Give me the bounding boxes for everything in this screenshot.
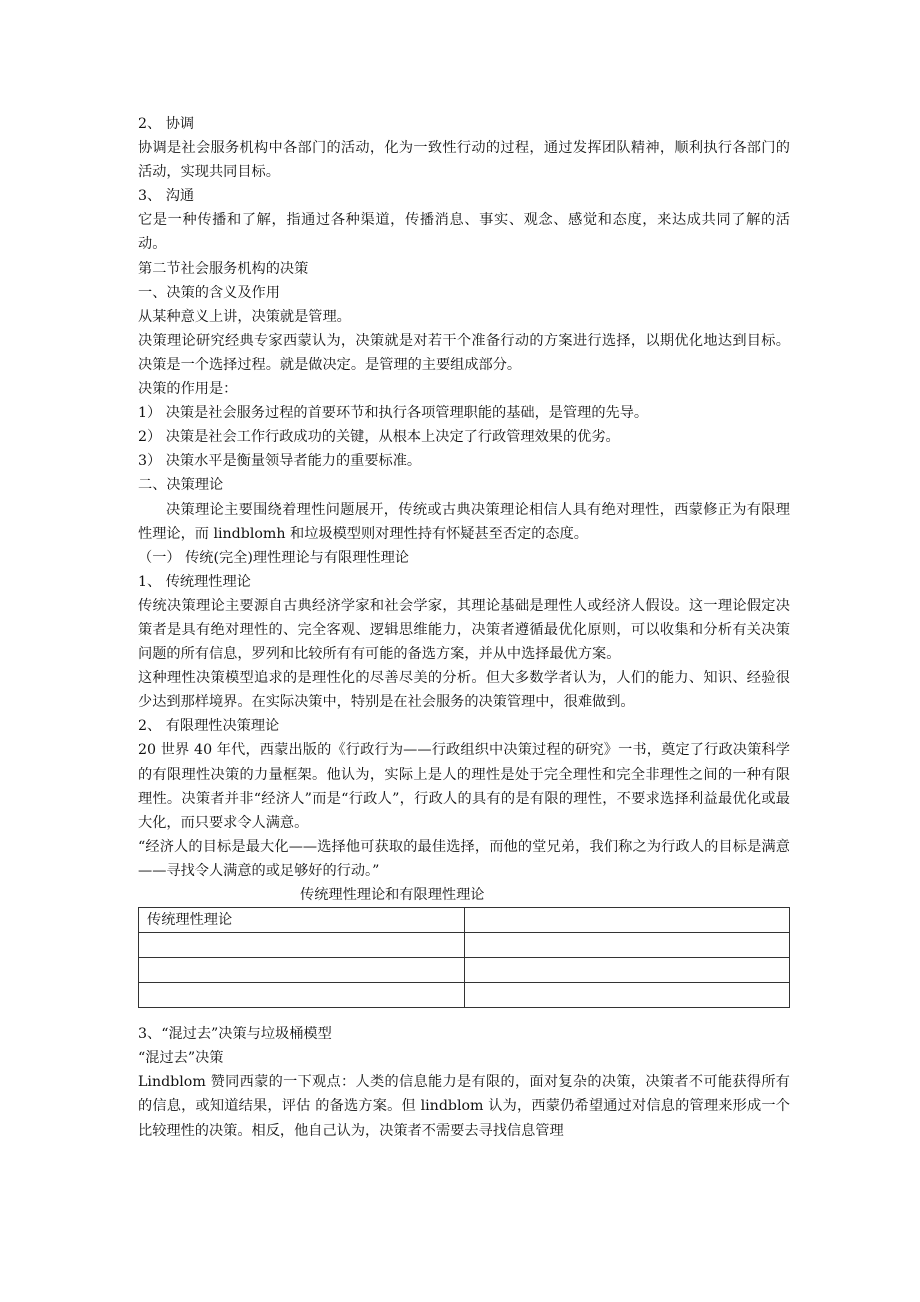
subsection-heading: “混过去”决策 bbox=[138, 1050, 224, 1067]
paragraph: 决策的作用是： bbox=[138, 381, 238, 398]
subsection-heading: （一） 传统(完全)理性理论与有限理性理论 bbox=[138, 549, 409, 566]
paragraph: 这种理性决策模型追求的是理性化的尽善尽美的分析。但大多数学者认为，人们的能力、知识、经验很少达到那样境界。在实际决策中，特别是在社会服务的决策管理中，很难做到。 bbox=[138, 670, 790, 711]
table-cell bbox=[464, 983, 790, 1008]
subsection-heading: 2、 有限理性决策理论 bbox=[138, 718, 280, 735]
table-cell bbox=[139, 958, 465, 983]
list-item: 1） 决策是社会服务过程的首要环节和执行各项管理职能的基础，是管理的先导。 bbox=[138, 405, 649, 422]
table-cell bbox=[139, 983, 465, 1008]
heading-communication: 3、 沟通 bbox=[138, 188, 195, 205]
subsection-heading: 二、决策理论 bbox=[138, 477, 224, 494]
table-cell: 传统理性理论 bbox=[139, 908, 465, 933]
paragraph: 从某种意义上讲，决策就是管理。 bbox=[138, 308, 351, 325]
paragraph-communication: 它是一种传播和了解，指通过各种渠道，传播消息、事实、观念、感觉和态度，来达成共同了解的活动。 bbox=[138, 212, 790, 253]
section-title: 第二节社会服务机构的决策 bbox=[138, 260, 309, 277]
paragraph: 传统决策理论主要源自古典经济学家和社会学家，其理论基础是理性人或经济人假设。这一理论假定决策者是具有绝对理性的、完全客观、逻辑思维能力，决策者遵循最优化原则，可以收集和分析有关决策问题的所有信息，罗列和比较所有有可能的备选方案，并从中选择最优方案。 bbox=[138, 597, 790, 663]
table-cell bbox=[464, 908, 790, 933]
table-row bbox=[139, 983, 790, 1008]
document-body bbox=[138, 112, 790, 1143]
table-cell bbox=[139, 933, 465, 958]
subsection-heading: 一、决策的含义及作用 bbox=[138, 284, 280, 301]
paragraph: 决策理论研究经典专家西蒙认为，决策就是对若干个准备行动的方案进行选择，以期优化地达到目标。决策是一个选择过程。就是做决定。是管理的主要组成部分。 bbox=[138, 332, 790, 373]
list-item: 3） 决策水平是衡量领导者能力的重要标准。 bbox=[138, 453, 422, 470]
subsection-heading: 3、“混过去”决策与垃圾桶模型 bbox=[138, 1026, 332, 1043]
table-row bbox=[139, 933, 790, 958]
paragraph: Lindblom 赞同西蒙的一下观点：人类的信息能力是有限的，面对复杂的决策，决策者不可能获得所有的信息，或知道结果，评估 的备选方案。但 lindblom 认为，西蒙仍希望通过对信息的管理来形成一个比较理性的决策。相反，他自己认为，决策者不需要去寻找信息管理 bbox=[138, 1074, 790, 1139]
heading-coordination: 2、 协调 bbox=[138, 116, 195, 132]
subsection-heading: 1、 传统理性理论 bbox=[138, 573, 251, 590]
table-cell bbox=[464, 958, 790, 983]
paragraph: 决策理论主要围绕着理性问题展开，传统或古典决策理论相信人具有绝对理性，西蒙修正为有限理性理论，而 lindblomh 和垃圾模型则对理性持有怀疑甚至否定的态度。 bbox=[138, 501, 790, 542]
paragraph: 20 世界 40 年代，西蒙出版的《行政行为——行政组织中决策过程的研究》一书，奠定了行政决策科学的有限理性决策的力量框架。他认为，实际上是人的理性是处于完全理性和完全非理性之间的一种有限理性。决策者并非“经济人”而是“行政人”，行政人的具有的是有限的理性，不要求选择利益最优化或最大化，而只要求令人满意。 bbox=[138, 742, 790, 831]
quote-paragraph: “经济人的目标是最大化——选择他可获取的最佳选择，而他的堂兄弟，我们称之为行政人的目标是满意——寻找令人满意的或足够好的行动。” bbox=[138, 838, 790, 879]
comparison-table bbox=[138, 907, 790, 1008]
table-row bbox=[139, 908, 790, 933]
paragraph-coordination: 协调是社会服务机构中各部门的活动，化为一致性行动的过程，通过发挥团队精神，顺利执行各部门的活动，实现共同目标。 bbox=[138, 140, 790, 181]
table-cell bbox=[464, 933, 790, 958]
list-item: 2） 决策是社会工作行政成功的关键，从根本上决定了行政管理效果的优劣。 bbox=[138, 429, 620, 446]
spacer bbox=[138, 1008, 790, 1022]
table-row bbox=[139, 958, 790, 983]
table-caption: 传统理性理论和有限理性理论 bbox=[300, 887, 485, 903]
